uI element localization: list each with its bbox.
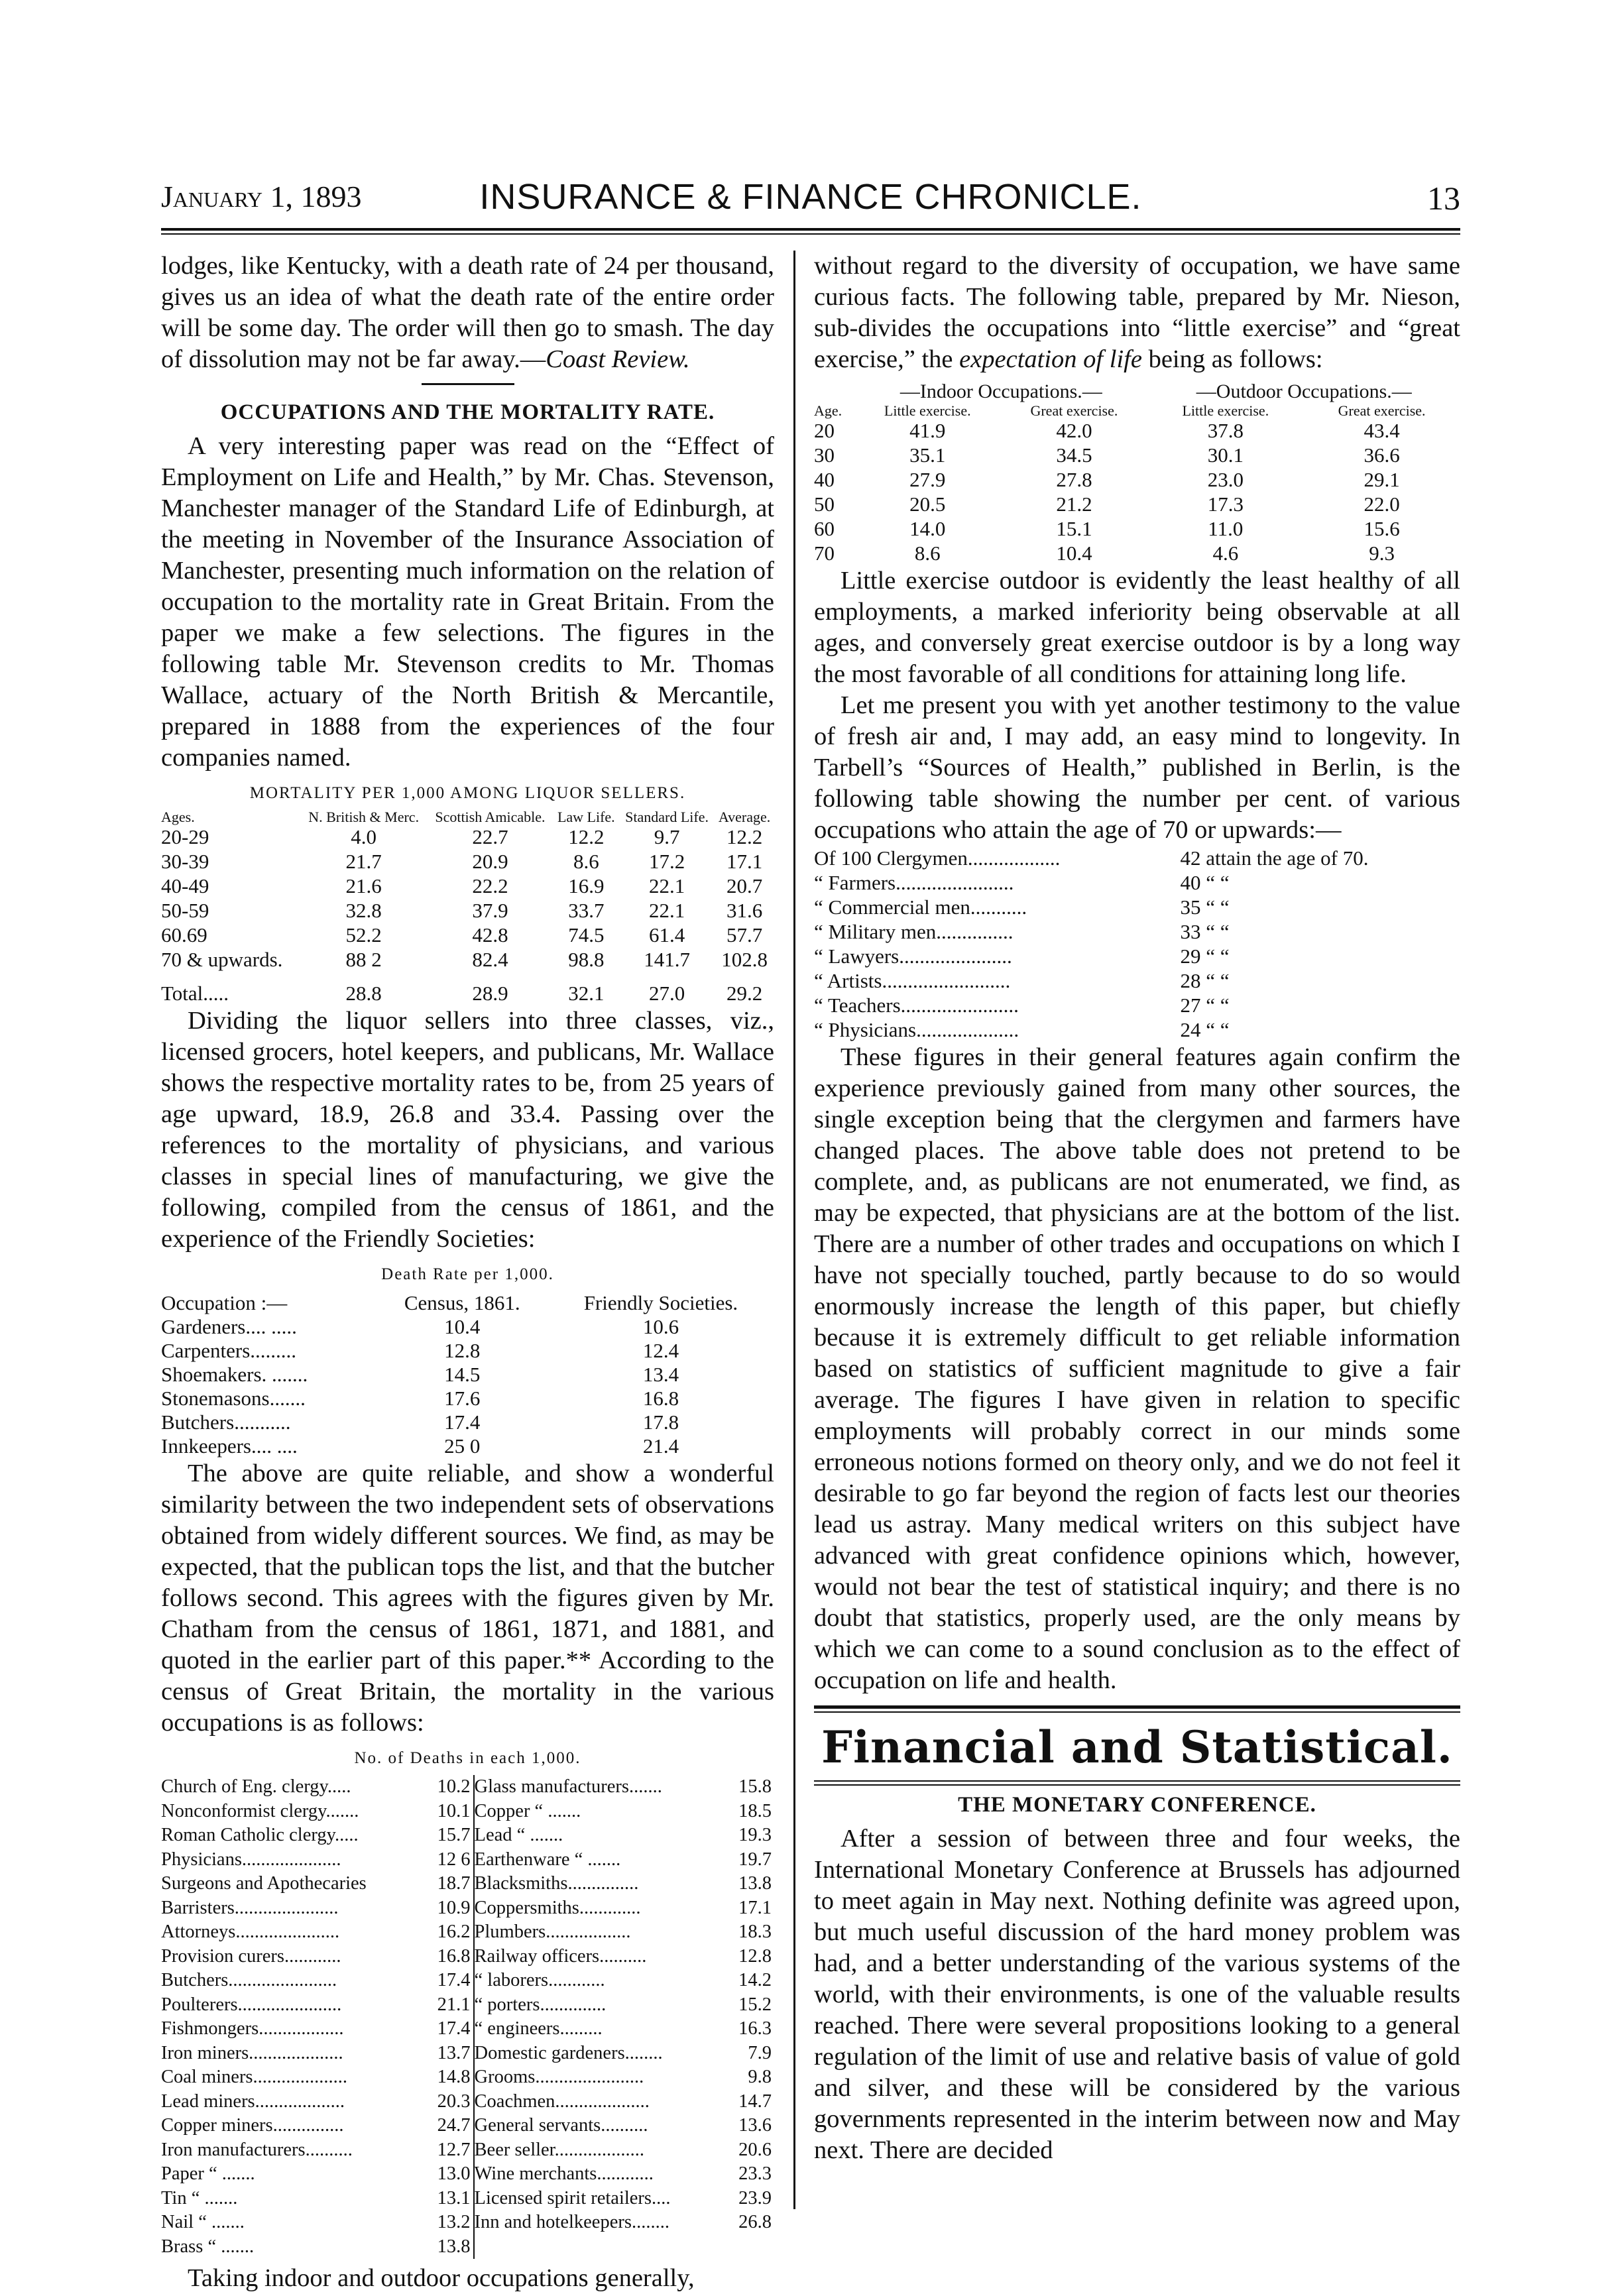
table-cell: 18.3 <box>738 1921 772 1942</box>
table-row <box>161 947 774 972</box>
paragraph: without regard to the diversity of occupation, we have same curious facts. The following table, prepared by Mr. Nieson, sub-divides the occupations into “little exercise” and “great exercise,” the expectation of life being as follows: <box>814 252 1460 373</box>
table-cell: 35 “ “ <box>1180 895 1230 919</box>
table-cell: Copper “ ....... <box>474 1800 581 1821</box>
table-row <box>814 443 1460 467</box>
table-cell <box>474 2235 737 2260</box>
table-cell: “ Commercial men........... <box>814 895 1027 919</box>
table-cell: 15.6 <box>1363 517 1400 540</box>
table-cell: 17.4 <box>436 2017 474 2041</box>
table-caption: MORTALITY PER 1,000 AMONG LIQUOR SELLERS. <box>249 784 686 802</box>
table-cell: 30-39 <box>161 850 209 873</box>
table-cell: Tin “ ....... <box>161 2187 238 2208</box>
table-cell: 9.8 <box>748 2067 772 2087</box>
total-row: Total..... 28.8 28.9 32.1 27.0 29.2 <box>161 982 763 1005</box>
table-cell: Poulterers...................... <box>161 1994 342 2015</box>
table-cell: 12.8 <box>444 1339 481 1362</box>
table-cell: 17.6 <box>444 1387 481 1410</box>
table-cell: Iron miners.................... <box>161 2042 343 2063</box>
table-cell: 23.9 <box>738 2187 772 2208</box>
table-cell: 102.8 <box>721 948 768 971</box>
table-cell: 18.7 <box>436 1872 474 1896</box>
table-cell: 14.5 <box>444 1363 481 1386</box>
table-cell: 4.0 <box>351 825 377 848</box>
intro-paragraph: lodges, like Kentucky, with a death rate of 24 per thousand, gives us an idea of what the death rate of the entire order will be some day. The order will then go to smash. The day of dissolution may not be far away.—Coast Review. <box>161 252 774 373</box>
table-cell: 14.8 <box>436 2065 474 2090</box>
table-cell: Coachmen.................... <box>474 2091 650 2112</box>
table-caption: No. of Deaths in each 1,000. <box>354 1749 581 1767</box>
table-row <box>161 1896 774 1921</box>
table-cell: Gardeners.... ..... <box>161 1315 297 1338</box>
table-cell: Roman Catholic clergy..... <box>161 1825 359 1845</box>
table-cell: Lead “ ....... <box>474 1825 563 1845</box>
table-cell: 50-59 <box>161 899 209 922</box>
table-cell: Wine merchants............ <box>474 2163 654 2184</box>
table-cell: 15.7 <box>436 1823 474 1848</box>
table-cell: 17.4 <box>444 1410 481 1434</box>
table-row <box>161 2090 774 2114</box>
column-header: Great exercise. <box>1338 402 1426 419</box>
table-cell: 17.8 <box>642 1410 679 1434</box>
publication-title: INSURANCE & FINANCE CHRONICLE. <box>479 177 1142 217</box>
table-cell: 10.4 <box>444 1315 481 1338</box>
table-row <box>161 898 774 923</box>
table-cell: 13.4 <box>642 1363 679 1386</box>
table-cell: 15.2 <box>738 1994 772 2015</box>
column-header: Scottish Amicable. <box>435 809 546 825</box>
table-cell: 17.1 <box>726 850 763 873</box>
table-row <box>161 1993 774 2018</box>
table-row <box>161 1969 774 1993</box>
table-row <box>814 1017 1460 1042</box>
table-row <box>814 944 1460 968</box>
intro-source: Coast Review. <box>546 345 690 373</box>
table-cell: General servants.......... <box>474 2115 648 2136</box>
table-cell: 61.4 <box>648 923 685 946</box>
longevity-table <box>814 846 1460 1042</box>
table-cell: 9.7 <box>654 825 680 848</box>
column-header: Little exercise. <box>884 402 971 419</box>
table-cell: Brass “ ....... <box>161 2236 255 2257</box>
table-cell: 21.4 <box>642 1434 679 1458</box>
right-column <box>814 251 1460 2166</box>
table-row <box>161 1872 774 1896</box>
table-cell: 24.7 <box>436 2114 474 2138</box>
table-row <box>814 895 1460 919</box>
table-cell: 9.3 <box>1369 542 1395 565</box>
table-cell: Railway officers.......... <box>474 1945 647 1967</box>
table-cell: “ Physicians.................... <box>814 1018 1019 1041</box>
table-cell: 7.9 <box>748 2042 772 2063</box>
table-cell: 17.4 <box>436 1969 474 1993</box>
table-cell: 15.1 <box>1056 517 1092 540</box>
table-cell: 13.2 <box>436 2210 474 2235</box>
table-cell: 12 6 <box>436 1848 474 1872</box>
paragraph: These figures in their general features again confirm the experience previously gained from many other sources, the single exception being that the clergymen and farmers have changed places. The above table does not pretend to be complete, and, as publicans are not enumerated, we find, as may be expected, that physicians are at the bottom of the list. There are a number of other trades and occupations on which I have not specially touched, partly because to do so would enormously increase the length of this paper, but chiefly because it is extremely difficult to get reliable information based on statistics of sufficient magnitude to give a fair average. The figures I have given in relation to specific employments will probably correct in our minds some erroneous notions formed on theory only, and we do not feel it desirable to go far beyond the region of facts lest our theories lead us astray. Many medical writers on this subject have advanced with great confidence opinions which, however, would not bear the test of statistical inquiry; and there is no doubt that statistics, properly used, are the only means by which we can come to a sound conclusion as to the effect of occupation on life and health. <box>814 1043 1460 1694</box>
table-row <box>161 1363 774 1387</box>
group-header: —Indoor Occupations.— <box>899 380 1102 402</box>
table-cell: 52.2 <box>345 923 382 946</box>
table-cell: 20.9 <box>472 850 508 873</box>
table-row <box>161 2114 774 2138</box>
table-cell: 10.9 <box>436 1896 474 1921</box>
table-cell: 16.2 <box>436 1920 474 1945</box>
table-row <box>161 825 774 849</box>
table-row <box>161 1410 774 1434</box>
table-cell: 12.2 <box>726 825 763 848</box>
table-cell: Nail “ ....... <box>161 2212 245 2232</box>
table-row <box>814 467 1460 492</box>
table-cell: 19.3 <box>738 1825 772 1845</box>
table-cell: 20.3 <box>436 2090 474 2114</box>
table-cell: Barristers...................... <box>161 1897 339 1918</box>
table-cell: 27.8 <box>1056 468 1092 491</box>
table-row <box>814 968 1460 993</box>
table-row <box>161 2065 774 2090</box>
table-cell: 4.6 <box>1212 542 1239 565</box>
article-heading: THE MONETARY CONFERENCE. <box>958 1793 1316 1817</box>
table-cell: Earthenware “ ....... <box>474 1849 621 1870</box>
table-cell: 17.1 <box>738 1897 772 1918</box>
page-header <box>161 179 1460 223</box>
section-rule <box>814 1705 1460 1713</box>
table-cell: “ laborers............ <box>474 1970 605 1990</box>
paragraph: A very interesting paper was read on the “Effect of Employment on Life and Health,” by Mr. Chas. Stevenson, Manchester manager of the Standard Life of Edinburgh, at the meeting in November of the Insurance Association of Manchester, presenting much information on the relation of occupation to the mortality rate in Great Britain. From the paper we make a few selections. The figures in the following table Mr. Stevenson credits to Mr. Thomas Wallace, actuary of the North British & Mercantile, prepared in 1888 from the experiences of the four companies named. <box>161 432 774 772</box>
table-cell: “ Farmers....................... <box>814 871 1014 894</box>
section-rule <box>814 1780 1460 1786</box>
table-cell: 14.2 <box>738 1970 772 1990</box>
table-row <box>161 1315 774 1339</box>
header-rule <box>161 228 1460 235</box>
table-cell: 31.6 <box>726 899 763 922</box>
table-cell: 70 <box>814 542 835 565</box>
table-cell: Beer seller................... <box>474 2139 644 2160</box>
table-cell: Paper “ ....... <box>161 2163 255 2184</box>
header-date: January 1, 1893 <box>161 180 362 213</box>
table-cell: 10.1 <box>436 1800 474 1824</box>
table-row <box>814 993 1460 1017</box>
table-cell: Of 100 Clergymen.................. <box>814 846 1061 870</box>
paragraph: Dividing the liquor sellers into three classes, viz., licensed grocers, hotel keepers, and publicans, Mr. Wallace shows the respective mortality rates to be, from 25 years of age upward, 18.9, 26.8 and 33.4. Passing over the references to the mortality of physicians, and various classes in special lines of manufacturing, we give the following, compiled from the census of 1861, and the experience of the Friendly Societies: <box>161 1007 774 1253</box>
table-cell: Nonconformist clergy....... <box>161 1800 359 1821</box>
table-cell: 16.8 <box>642 1387 679 1410</box>
table-cell: 33 “ “ <box>1180 920 1230 943</box>
table-row <box>161 2162 774 2187</box>
table-cell: Provision curers............ <box>161 1945 341 1967</box>
table-cell: Inn and hotelkeepers........ <box>474 2212 669 2232</box>
table-cell: 35.1 <box>909 443 946 467</box>
table-cell: 50 <box>814 492 835 516</box>
table-row <box>814 541 1460 565</box>
table-row <box>161 849 774 874</box>
table-row <box>161 2041 774 2066</box>
table-row <box>814 846 1460 870</box>
table-cell: 11.0 <box>1208 517 1244 540</box>
table-cell: Plumbers.................. <box>474 1921 631 1942</box>
table-cell: 36.6 <box>1363 443 1400 467</box>
section-title: Financial and Statistical. <box>821 1721 1453 1773</box>
table-cell: Church of Eng. clergy..... <box>161 1776 351 1797</box>
table-row <box>814 516 1460 541</box>
table-header-row <box>161 810 774 825</box>
table-cell: 98.8 <box>568 948 605 971</box>
table-cell: 12.2 <box>568 825 605 848</box>
table-cell: 60 <box>814 517 835 540</box>
table-cell: 22.1 <box>648 899 685 922</box>
paragraph: Little exercise outdoor is evidently the least healthy of all employments, a marked inferiority being observable at all ages, and conversely great exercise outdoor is by a long way the most favorable of all conditions for attaining long life. <box>814 567 1460 688</box>
table-cell: 88 2 <box>345 948 382 971</box>
table-cell: 60.69 <box>161 923 207 946</box>
short-rule <box>422 383 514 385</box>
table-cell: 12.7 <box>436 2138 474 2163</box>
table-cell: “ Military men............... <box>814 920 1014 943</box>
column-header: Standard Life. <box>625 809 709 825</box>
table-cell: 15.8 <box>738 1776 772 1797</box>
table-cell: Blacksmiths............... <box>474 1873 639 1894</box>
table-row <box>161 1848 774 1872</box>
column-divider <box>793 251 795 2209</box>
table-cell: 23.0 <box>1207 468 1244 491</box>
table-cell: Attorneys...................... <box>161 1921 340 1942</box>
table-cell: Grooms....................... <box>474 2067 644 2087</box>
table-cell: 8.6 <box>573 850 599 873</box>
table-cell: 13.7 <box>436 2041 474 2066</box>
column-header: Ages. <box>161 809 195 825</box>
table-row <box>161 1775 774 1800</box>
table-cell: “ Artists......................... <box>814 969 1011 992</box>
table-cell: 20.6 <box>738 2139 772 2160</box>
paragraph: Taking indoor and outdoor occupations generally, <box>188 2264 695 2292</box>
table-cell: 22.2 <box>472 874 508 897</box>
table-row <box>161 923 774 947</box>
table-row <box>161 1823 774 1848</box>
table-cell: Coal miners.................... <box>161 2067 348 2087</box>
article-heading: OCCUPATIONS AND THE MORTALITY RATE. <box>220 400 715 424</box>
table-cell: 12.4 <box>642 1339 679 1362</box>
table-cell: 30 <box>814 443 835 467</box>
table-row <box>161 1800 774 1824</box>
table-row <box>161 874 774 898</box>
table-row <box>814 418 1460 443</box>
table-cell: 10.6 <box>642 1315 679 1338</box>
table-cell: 20-29 <box>161 825 209 848</box>
table-cell: 33.7 <box>568 899 605 922</box>
table-cell: 19.7 <box>738 1849 772 1870</box>
table-cell: Stonemasons....... <box>161 1387 306 1410</box>
table-cell: 18.5 <box>738 1800 772 1821</box>
paragraph: After a session of between three and four weeks, the International Monetary Conference at Brussels has adjourned to meet again in May next. Nothing definite was agreed upon, but much useful discussion of the hard money problem was had, and a better understanding of the various systems of the world, with their environments, is one of the valuable results reached. There were several propositions looking to a general regulation of the limit of use and relative basis of value of gold and silver, and these will be considered by the various governments represented in the interim between now and May next. There are decided <box>814 1825 1460 2164</box>
table-cell: “ Teachers....................... <box>814 994 1019 1017</box>
table-cell: 70 & upwards. <box>161 948 283 971</box>
table-cell: Glass manufacturers....... <box>474 1776 662 1797</box>
table-cell: 28 “ “ <box>1180 969 1230 992</box>
table-cell: 37.9 <box>472 899 508 922</box>
table-row <box>161 2187 774 2211</box>
table-cell: 30.1 <box>1207 443 1244 467</box>
table-cell: 10.2 <box>436 1775 474 1800</box>
table-caption: Death Rate per 1,000. <box>381 1265 554 1283</box>
table-row <box>161 2235 774 2260</box>
table-row <box>814 492 1460 516</box>
table-cell: 32.8 <box>345 899 382 922</box>
deaths-by-occupation-table <box>161 1775 774 2259</box>
table-cell: 20.7 <box>726 874 763 897</box>
table-row <box>814 919 1460 944</box>
table-cell: 40 “ “ <box>1180 871 1230 894</box>
table-cell: 42.8 <box>472 923 508 946</box>
table-cell: 20 <box>814 419 835 442</box>
table-cell: 14.0 <box>909 517 946 540</box>
table-cell: Lead miners................... <box>161 2091 345 2112</box>
table-cell: Domestic gardeners........ <box>474 2042 663 2063</box>
table-cell: Surgeons and Apothecaries <box>161 1873 367 1894</box>
table-cell: 42.0 <box>1056 419 1092 442</box>
column-header: Friendly Societies. <box>583 1291 738 1314</box>
paragraph: The above are quite reliable, and show a wonderful similarity between the two independent sets of observations obtained from widely different sources. We find, as may be expected, that the publican tops the list, and that the butcher follows second. This agrees with the figures given by Mr. Chatham from the census of 1861, 1871, and 1881, and quoted in the earlier part of this paper.** According to the census of Great Britain, the mortality in the various occupations is as follows: <box>161 1460 774 1737</box>
table-cell: 57.7 <box>726 923 763 946</box>
table-header-row <box>161 1291 774 1315</box>
table-cell: 74.5 <box>568 923 605 946</box>
column-header: N. British & Merc. <box>308 809 420 825</box>
table-cell: Butchers........... <box>161 1410 291 1434</box>
table-cell: Butchers....................... <box>161 1970 337 1990</box>
table-cell: 21.7 <box>345 850 382 873</box>
table-cell: 17.2 <box>648 850 685 873</box>
paragraph: Let me present you with yet another testimony to the value of fresh air and, I may add, an easy mind to longevity. In Tarbell’s “Sources of Health,” published in Berlin, is the following table showing the number per cent. of various occupations who attain the age of 70 or upwards:— <box>814 691 1460 844</box>
table-row <box>161 2017 774 2041</box>
table-cell: Physicians..................... <box>161 1849 341 1870</box>
table-cell: 13.1 <box>436 2187 474 2211</box>
table-cell: 27 “ “ <box>1180 994 1230 1017</box>
table-cell: 16.9 <box>568 874 605 897</box>
table-cell: Shoemakers. ....... <box>161 1363 308 1386</box>
table-cell: 13.6 <box>738 2115 772 2136</box>
table-row <box>161 1434 774 1458</box>
table-cell: 29 “ “ <box>1180 945 1230 968</box>
column-header: Little exercise. <box>1182 402 1269 419</box>
table-cell: 20.5 <box>909 492 946 516</box>
table-cell: 8.6 <box>914 542 941 565</box>
table-row <box>161 1387 774 1410</box>
table-cell: 141.7 <box>644 948 690 971</box>
group-header: —Outdoor Occupations.— <box>1196 380 1412 402</box>
table-cell: 25 0 <box>444 1434 481 1458</box>
table-cell <box>737 2235 774 2260</box>
table-cell: 13.8 <box>738 1873 772 1894</box>
table-cell: 82.4 <box>472 948 508 971</box>
group-header-row <box>814 379 1460 404</box>
table-cell: 21.2 <box>1056 492 1092 516</box>
table-cell: Fishmongers.................. <box>161 2018 344 2039</box>
table-cell: Licensed spirit retailers.... <box>474 2187 671 2208</box>
table-cell: 16.8 <box>436 1945 474 1969</box>
table-row <box>161 2138 774 2163</box>
table-cell: 34.5 <box>1056 443 1092 467</box>
page-number: 13 <box>1427 180 1460 217</box>
table-cell: 16.3 <box>738 2018 772 2039</box>
table-cell: 37.8 <box>1207 419 1244 442</box>
column-header: Great exercise. <box>1030 402 1118 419</box>
table-row <box>161 1945 774 1969</box>
table-cell: Carpenters......... <box>161 1339 297 1362</box>
table-row <box>161 2210 774 2235</box>
column-header: Law Life. <box>557 809 615 825</box>
table-cell: 22.0 <box>1363 492 1400 516</box>
table-cell: 24 “ “ <box>1180 1018 1230 1041</box>
table-cell: 42 attain the age of 70. <box>1180 846 1369 870</box>
liquor-sellers-table <box>161 810 774 1005</box>
table-cell: 21.1 <box>436 1993 474 2018</box>
left-column <box>161 251 774 2294</box>
table-cell: 17.3 <box>1207 492 1244 516</box>
table-cell: 12.8 <box>738 1945 772 1967</box>
table-header-row <box>814 404 1460 418</box>
table-cell: 26.8 <box>738 2212 772 2232</box>
table-cell: Coppersmiths............. <box>474 1897 641 1918</box>
table-cell: 40-49 <box>161 874 209 897</box>
column-header: Age. <box>814 402 842 419</box>
table-cell: 41.9 <box>909 419 946 442</box>
table-cell: Innkeepers.... .... <box>161 1434 298 1458</box>
table-cell: “ porters.............. <box>474 1994 607 2015</box>
table-cell: 43.4 <box>1363 419 1400 442</box>
column-header: Census, 1861. <box>404 1291 520 1314</box>
table-cell: Copper miners............... <box>161 2115 344 2136</box>
column-header: Occupation :— <box>161 1291 288 1314</box>
table-cell: “ Lawyers...................... <box>814 945 1012 968</box>
table-cell: 22.1 <box>648 874 685 897</box>
table-cell: Iron manufacturers.......... <box>161 2139 353 2160</box>
table-cell: 13.8 <box>436 2235 474 2260</box>
expectation-of-life-table <box>814 379 1460 565</box>
column-header: Average. <box>718 809 771 825</box>
table-cell: 21.6 <box>345 874 382 897</box>
table-cell: 23.3 <box>738 2163 772 2184</box>
table-cell: “ engineers......... <box>474 2018 603 2039</box>
table-cell: 27.9 <box>909 468 946 491</box>
table-row <box>161 1920 774 1945</box>
table-cell: 29.1 <box>1363 468 1400 491</box>
table-cell: 13.0 <box>436 2162 474 2187</box>
table-cell: 10.4 <box>1056 542 1092 565</box>
death-rate-table <box>161 1291 774 1458</box>
table-cell: 14.7 <box>738 2091 772 2112</box>
table-row <box>161 1339 774 1363</box>
table-cell: 22.7 <box>472 825 508 848</box>
table-row <box>814 870 1460 895</box>
table-cell: 40 <box>814 468 835 491</box>
